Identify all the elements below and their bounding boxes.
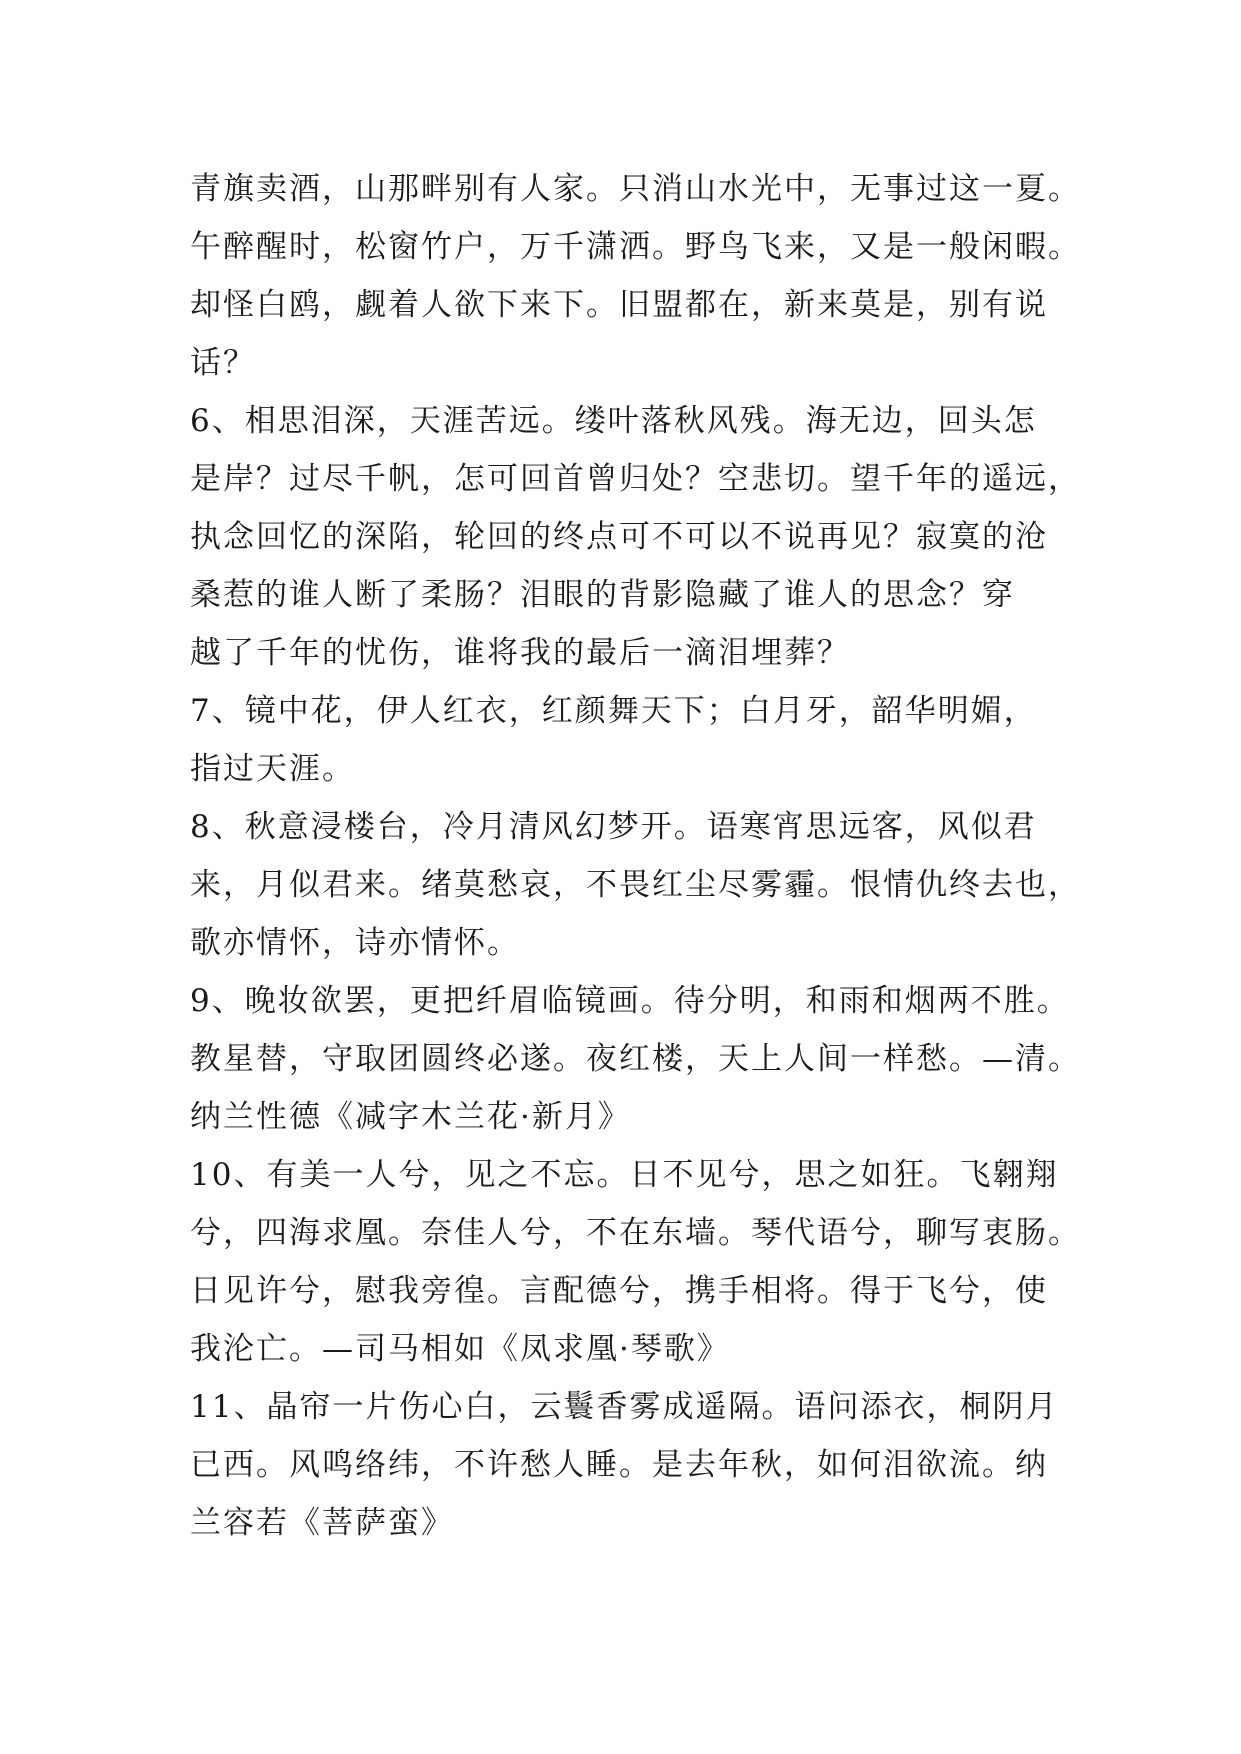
text-line: 歌亦情怀，诗亦情怀。 bbox=[190, 925, 520, 961]
text-line: 午醉醒时，松窗竹户，万千潇洒。野鸟飞来，又是一般闲暇。 bbox=[190, 229, 1081, 265]
text-line: 兮，四海求凰。奈佳人兮，不在东墙。琴代语兮，聊写衷肠。 bbox=[190, 1215, 1081, 1251]
text-line: 日见许兮，慰我旁徨。言配德兮，携手相将。得于飞兮，使 bbox=[190, 1273, 1048, 1309]
text-line: 已西。风鸣络纬，不许愁人睡。是去年秋，如何泪欲流。纳 bbox=[190, 1447, 1048, 1483]
text-line: 越了千年的忧伤，谁将我的最后一滴泪埋葬？ bbox=[190, 635, 850, 671]
text-line: 兰容若《菩萨蛮》 bbox=[190, 1505, 454, 1541]
text-line: 桑惹的谁人断了柔肠？泪眼的背影隐藏了谁人的思念？穿 bbox=[190, 577, 1015, 613]
text-line: 青旗卖酒，山那畔别有人家。只消山水光中，无事过这一夏。 bbox=[190, 171, 1081, 207]
text-line: 纳兰性德《减字木兰花·新月》 bbox=[190, 1099, 631, 1135]
text-line: 指过天涯。 bbox=[190, 751, 355, 787]
text-line: 教星替，守取团圆终必遂。夜红楼，天上人间一样愁。—清。 bbox=[190, 1041, 1081, 1077]
text-line: 11、晶帘一片伤心白，云鬟香雾成遥隔。语问添衣，桐阴月 bbox=[190, 1389, 1059, 1425]
text-line: 10、有美一人兮，见之不忘。日不见兮，思之如狂。飞翱翔 bbox=[190, 1157, 1059, 1193]
text-line: 9、晚妆欲罢，更把纤眉临镜画。待分明，和雨和烟两不胜。 bbox=[190, 983, 1070, 1019]
text-line: 我沦亡。—司马相如《凤求凰·琴歌》 bbox=[190, 1331, 730, 1367]
text-line: 来，月似君来。绪莫愁哀，不畏红尘尽雾霾。恨情仇终去也， bbox=[190, 867, 1081, 903]
text-line: 执念回忆的深陷，轮回的终点可不可以不说再见？寂寞的沧 bbox=[190, 519, 1048, 555]
document-body bbox=[190, 160, 1081, 1552]
text-line: 却怪白鸥，觑着人欲下来下。旧盟都在，新来莫是，别有说 bbox=[190, 287, 1048, 323]
text-line: 话？ bbox=[190, 345, 256, 381]
text-line: 是岸？过尽千帆，怎可回首曾归处？空悲切。望千年的遥远， bbox=[190, 461, 1081, 497]
text-line: 8、秋意浸楼台，冷月清风幻梦开。语寒宵思远客，风似君 bbox=[190, 809, 1037, 845]
text-line: 6、相思泪深，天涯苦远。缕叶落秋风残。海无边，回头怎 bbox=[190, 403, 1037, 439]
text-line: 7、镜中花，伊人红衣，红颜舞天下；白月牙，韶华明媚， bbox=[190, 693, 1037, 729]
